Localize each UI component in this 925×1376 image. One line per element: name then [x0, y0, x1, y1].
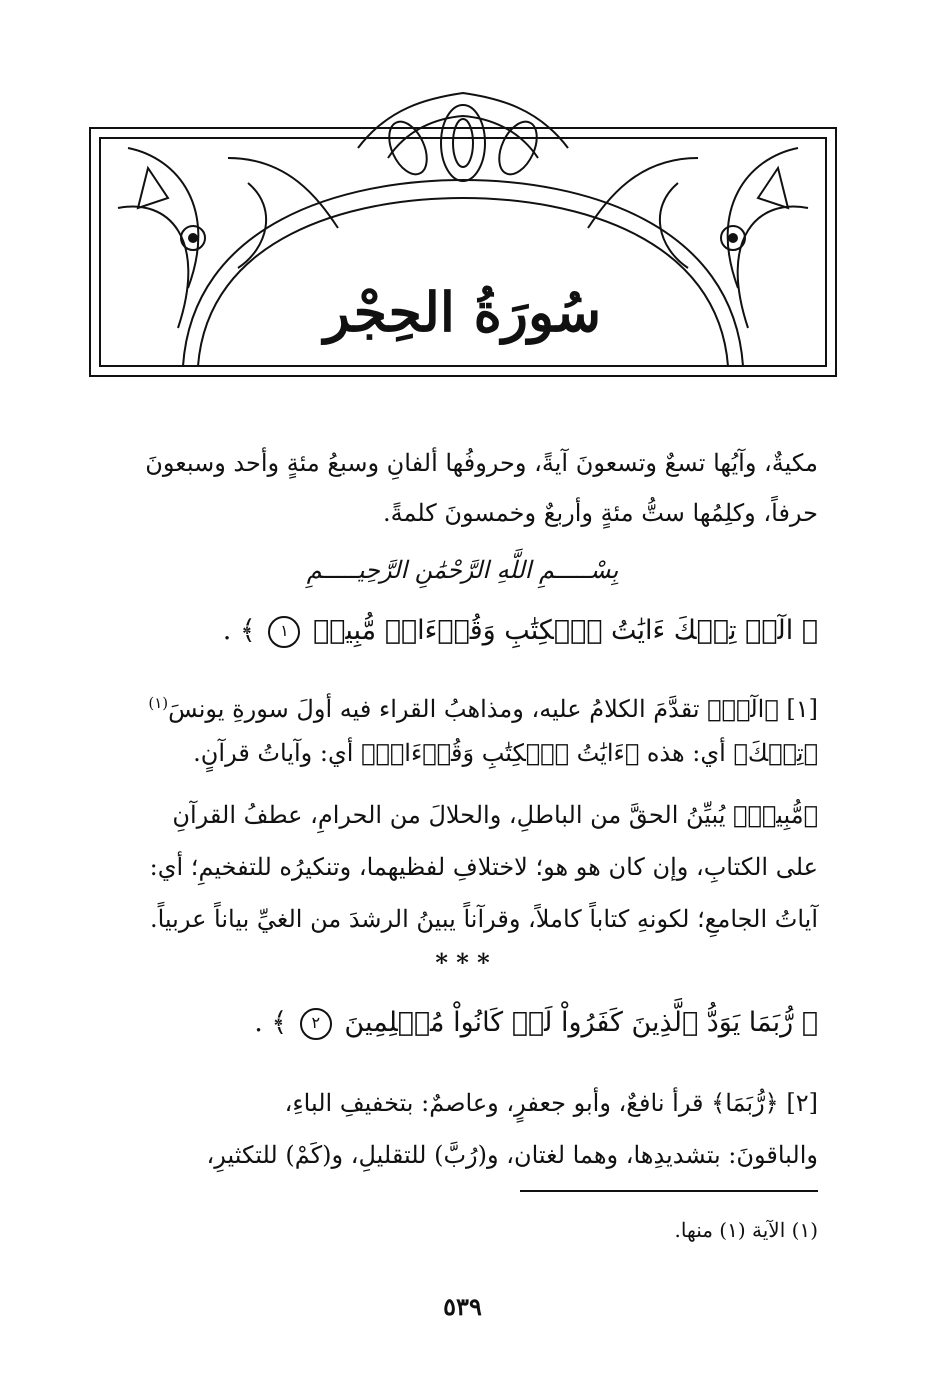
commentary-1-line-1 [100, 678, 818, 734]
intro-line-2: حرفاً، وكلِمُها ستُّ مئةٍ وأربعٌ وخمسونَ كلمةً. [382, 499, 818, 527]
verse-1 [100, 606, 818, 656]
verse-1-close-bracket: ﴾ . [222, 615, 256, 646]
footnote-reference: (١) [148, 694, 169, 712]
page-number: ٥٣٩ [443, 1292, 482, 1321]
verse-2-open-bracket: ﴿ [801, 1007, 818, 1038]
verse-2-text: رُّبَمَا يَوَدُّ ٱلَّذِينَ كَفَرُواْ لَوۡ كَانُواْ مُسۡلِمِينَ [344, 1007, 794, 1038]
commentary-2-line-2: والباقونَ: بتشديدِها، وهما لغتان، و(رُبَّ) للتقليلِ، و(كَمْ) للتكثيرِ، [206, 1141, 818, 1169]
commentary-1-line-3: ﴿مُّبِينٖ﴾ يُبيِّنُ الحقَّ من الباطلِ، والحلالَ من الحرامِ، عطفُ القرآنِ [172, 801, 818, 829]
commentary-2-line-1: [٢] ﴿رُّبَمَا﴾ قرأ نافعٌ، وأبو جعفرٍ، وعاصمٌ: بتخفيفِ الباءِ، [284, 1089, 818, 1117]
footnote-divider [520, 1190, 818, 1192]
commentary-1-line-5: آياتُ الجامعِ؛ لكونهِ كتاباً كاملاً، وقرآناً يبينُ الرشدَ من الغيِّ بياناً عربياً. [149, 905, 818, 933]
verse-1-text: الٓرۚ تِلۡكَ ءَايَٰتُ ٱلۡكِتَٰبِ وَقُرۡءَانٖ مُّبِينٖ [312, 615, 794, 646]
intro-line-1: مكيةٌ، وآيُها تسعٌ وتسعونَ آيةً، وحروفُها ألفانِ وسبعُ مئةٍ وأحد وسبعونَ [145, 449, 818, 477]
footnote: (١) الآية (١) منها. [674, 1218, 818, 1242]
ayah-number-marker-2: ٢ [300, 1008, 332, 1040]
ayah-number-marker-1: ١ [268, 616, 300, 648]
verse-2-close-bracket: ﴾ . [254, 1007, 288, 1038]
commentary-1-line-4: على الكتابِ، وإن كان هو هو؛ لاختلافِ لفظيهما، وتنكيرُه للتفخيمِ؛ أي: [149, 853, 818, 881]
verse-1-open-bracket: ﴿ [801, 615, 818, 646]
surah-title: سُورَةُ الحِجْر [323, 280, 602, 344]
basmala: بِسْـــــمِ اللَّهِ الرَّحْمَٰنِ الرَّحِيـــــمِ [306, 556, 619, 584]
section-separator: * * * [435, 948, 490, 977]
commentary-1-line-2: ﴿تِلۡكَ﴾ أي: هذه ﴿ءَايَٰتُ ٱلۡكِتَٰبِ وَقُرۡءَانٖ﴾ أي: وآياتُ قرآنٍ. [193, 739, 818, 767]
verse-2 [100, 998, 818, 1048]
commentary-1-line-1-text: [١] ﴿الٓرۚ﴾ تقدَّمَ الكلامُ عليه، ومذاهبُ القراء فيه أولَ سورةِ يونسَ [168, 695, 818, 723]
